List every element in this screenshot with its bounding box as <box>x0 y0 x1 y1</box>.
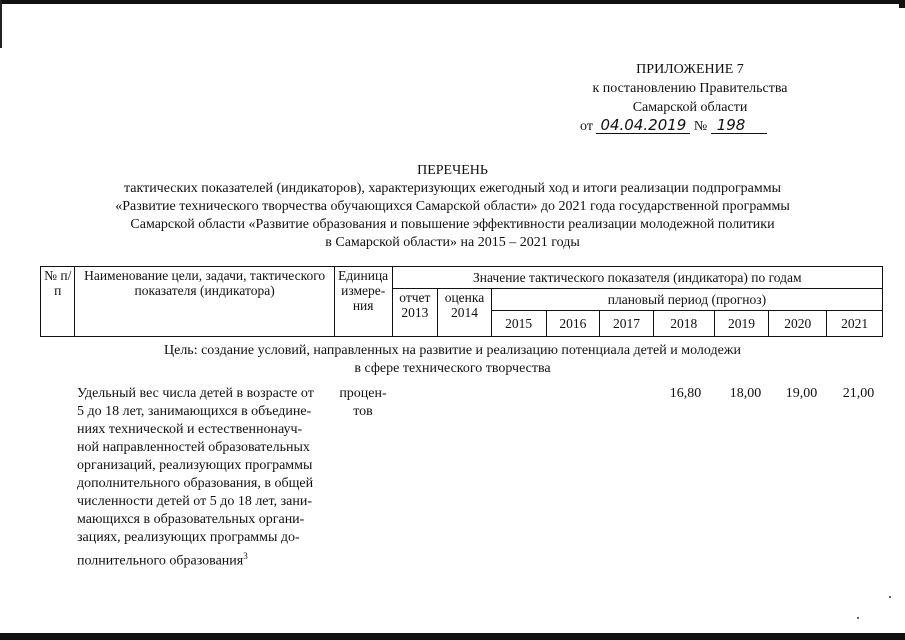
year-header: 2020 <box>769 311 827 337</box>
appendix-title: ПРИЛОЖЕНИЕ 7 <box>636 62 744 77</box>
year-header: 2015 <box>491 311 546 337</box>
indicator-name <box>77 385 330 571</box>
scan-speck <box>889 596 891 598</box>
handwritten-date: 04.04.2019 <box>596 118 690 134</box>
goal-statement <box>0 342 905 378</box>
year-header: 2016 <box>546 311 600 337</box>
scan-edge-top <box>0 0 905 4</box>
indicator-unit <box>338 385 388 421</box>
appendix-subtitle: к постановлению Правительства <box>592 81 788 96</box>
indicator-table-header <box>40 266 883 337</box>
appendix-block <box>560 60 820 136</box>
title-heading: ПЕРЕЧЕНЬ <box>417 163 488 178</box>
value-2018: 16,80 <box>669 386 702 401</box>
title-line: в Самарской области» на 2015 – 2021 годы <box>325 235 580 250</box>
value-2021: 21,00 <box>842 386 875 401</box>
title-line: Самарской области «Развитие образования и повышение эффективности реализации молодежной политики <box>130 217 775 232</box>
goal-line: в сфере технического творчества <box>354 361 551 376</box>
scan-edge-bottom <box>0 633 905 640</box>
year-header: 2018 <box>653 311 714 337</box>
handwritten-number: 198 <box>711 118 768 134</box>
year-header: 2021 <box>827 311 883 337</box>
date-prefix: от <box>580 119 593 134</box>
goal-line: Цель: создание условий, направленных на развитие и реализацию потенциала детей и молодежи <box>164 343 741 358</box>
col-plan-header: плановый период (прогноз) <box>491 289 882 311</box>
number-prefix: № <box>693 119 708 134</box>
value-2020: 19,00 <box>785 386 818 401</box>
footnote-marker: 3 <box>243 551 248 561</box>
col-estimate-header: оценка 2014 <box>438 289 492 337</box>
title-line: «Развитие технического творчества обучающихся Самарской области» до 2021 года государственной программы <box>115 199 790 214</box>
col-unit-header: Единица измере-ния <box>334 267 392 337</box>
scan-speck <box>857 617 859 619</box>
scan-edge-left <box>0 0 2 48</box>
col-number-header: № п/п <box>41 267 75 337</box>
indicator-name-text: Удельный вес числа детей в возрасте от 5 до 18 лет, занимающихся в объедине- ниях технической и естественнонауч- ной направленностей образовательных организаций, реализующих программы дополнительного образования, в общей численности детей от 5 до 18 лет, зани- мающихся в образовательных органи- зациях, реализующих программы до- полнительного образования <box>77 386 314 569</box>
col-name-header: Наименование цели, задачи, тактического показателя (индикатора) <box>75 267 334 337</box>
unit-line: процен- <box>339 386 387 401</box>
appendix-date-line <box>560 117 820 136</box>
year-header: 2017 <box>600 311 654 337</box>
unit-line: тов <box>353 404 373 419</box>
title-line: тактических показателей (индикаторов), характеризующих ежегодный ход и итоги реализации подпрограммы <box>123 181 782 196</box>
year-header: 2019 <box>714 311 769 337</box>
document-title <box>0 162 905 252</box>
scan-edge-corner <box>899 0 905 8</box>
col-values-header: Значение тактического показателя (индикатора) по годам <box>392 267 882 289</box>
value-2019: 18,00 <box>729 386 762 401</box>
appendix-region: Самарской области <box>632 100 748 115</box>
col-report-header: отчет 2013 <box>392 289 438 337</box>
